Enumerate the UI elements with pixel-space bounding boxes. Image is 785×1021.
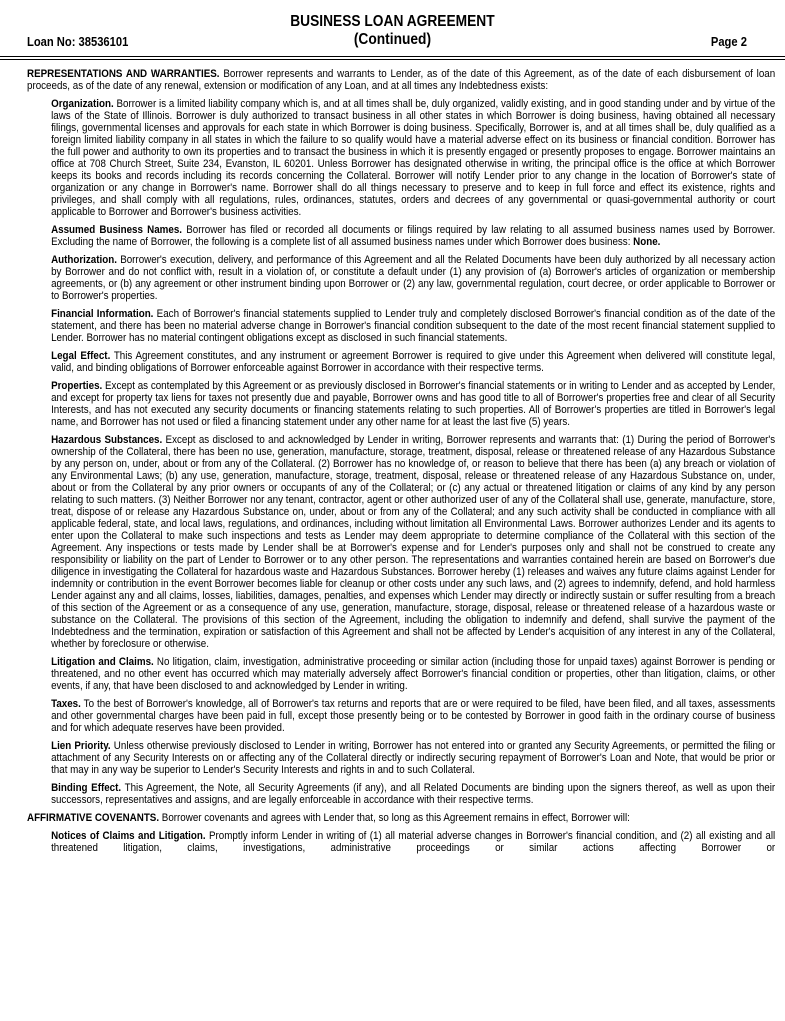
subsection-paragraph [51,350,775,374]
subsection-trailer: None. [633,236,661,248]
subsection-paragraph [51,254,775,302]
section-text: Borrower covenants and agrees with Lender that, so long as this Agreement remains in effect, Borrower will: [161,812,630,824]
subsection-text: To the best of Borrower's knowledge, all of Borrower's tax returns and reports that are or were required to be filed, have been filed, and all taxes, assessments and other governmental charges have been paid in full, except those presently being or to be contested by Borrower in good faith in the ordinary course of business and for which adequate reserves have been provided. [51,698,776,734]
subsection-text: Unless otherwise previously disclosed to Lender in writing, Borrower has not entered into or granted any Security Agreements, or permitted the filing or attachment of any Security Interests on or affecting any of the Collateral directly or indirectly securing repayment of Borrower's Loan and Note, that would be prior or that may in any way be superior to Lender's Security Interests and rights in and to such Collateral. [51,740,776,776]
section-text: Borrower represents and warrants to Lender, as of the date of this Agreement, as of the date of each disbursement of loan proceeds, as of the date of any renewal, extension or modification of any Loan, and at all times any Indebtedness exists: [27,68,776,92]
header-divider [0,56,785,57]
subsection-text: This Agreement constitutes, and any instrument or agreement Borrower is required to give under this Agreement when delivered will constitute legal, valid, and binding obligations of Borrower enforceable against Borrower in accordance with their respective terms. [51,350,776,374]
subsection-heading: Properties. [51,380,103,392]
page-number: Page 2 [710,34,747,49]
subsection-heading: Binding Effect. [51,782,122,794]
subsection-heading: Organization. [51,98,114,110]
subsection-paragraph [51,656,775,692]
subsection-text: Borrower is a limited liability company which is, and at all times shall be, duly organized, validly existing, and in good standing under and by virtue of the laws of the State of Illinois. Borrower is duly authorized to transact business in all other states in which Borrower is doing business, having obtained all necessary filings, governmental licenses and approvals for each state in which Borrower is doing business. Specifically, Borrower is, and at all times shall be, duly qualified as a foreign limited liability company in all states in which the failure to so qualify would have a material adverse effect on its business or financial condition. Borrower has the full power and authority to own its properties and to transact the business in which it is presently engaged or presently proposes to engage. Borrower maintains an office at 708 Church Street, Suite 234, Evanston, IL 60201. Unless Borrower has designated otherwise in writing, the principal office is the office at which Borrower keeps its books and records including its records concerning the Collateral. Borrower will notify Lender prior to any change in the location of Borrower's state of organization or any change in Borrower's name. Borrower shall do all things necessary to preserve and to keep in full force and effect its existence, rights and privileges, and shall comply with all regulations, rules, ordinances, statutes, orders and decrees of any governmental or quasi-governmental authority or court applicable to Borrower and Borrower's business activities. [51,98,776,218]
subsection-heading: Financial Information. [51,308,154,320]
subsection-text: Except as contemplated by this Agreement or as previously disclosed in Borrower's financial statements or in writing to Lender and as accepted by Lender, and except for property tax liens for taxes not presently due and payable, Borrower owns and has good title to all of Borrower's properties free and clear of all Security Interests, and has not executed any security documents or financing statements relating to such properties. All of Borrower's properties are titled in Borrower's legal name, and Borrower has not used or filed a financing statement under any other name for at least the last five (5) years. [51,380,776,428]
section-heading: AFFIRMATIVE COVENANTS. [27,812,160,824]
subsection-heading: Hazardous Substances. [51,434,163,446]
subsection-text: Promptly inform Lender in writing of (1) all material adverse changes in Borrower's financial condition, and (2) all existing and all threatened litigation, claims, investigations, administrative proceedings or similar actions affecting Borrower or [51,830,776,854]
document-subtitle: (Continued) [353,31,432,48]
header-divider [0,59,785,60]
subsection-paragraph [51,224,775,248]
section-heading: REPRESENTATIONS AND WARRANTIES. [27,68,220,80]
document-body [27,68,775,860]
subsection-text: Borrower's execution, delivery, and performance of this Agreement and all the Related Documents have been duly authorized by all necessary action by Borrower and do not conflict with, result in a violation of, or constitute a default under (1) any provision of (a) Borrower's articles of organization or membership agreements, or (b) any agreement or other instrument binding upon Borrower or (2) any law, governmental regulation, court decree, or order applicable to Borrower or to Borrower's properties. [51,254,776,302]
subsection-paragraph [51,308,775,344]
page-header [0,0,785,62]
subsection-heading: Authorization. [51,254,117,266]
subsection-heading: Assumed Business Names. [51,224,183,236]
subsection-paragraph [51,740,775,776]
subsection-text: This Agreement, the Note, all Security Agreements (if any), and all Related Documents are binding upon the signers thereof, as well as upon their successors, representatives and assigns, and are legally enforceable in accordance with their respective terms. [51,782,776,806]
subsection-paragraph [51,380,775,428]
section-paragraph [27,812,775,824]
subsection-paragraph [51,830,775,854]
subsection-paragraph [51,698,775,734]
subsection-heading: Lien Priority. [51,740,111,752]
subsection-text: Borrower has filed or recorded all documents or filings required by law relating to all assumed business names used by Borrower. Excluding the name of Borrower, the following is a complete list of all assumed business names under which Borrower does business: [51,224,776,248]
subsection-text: No litigation, claim, investigation, administrative proceeding or similar action (including those for unpaid taxes) against Borrower is pending or threatened, and no other event has occurred which may materially adversely affect Borrower's financial condition or properties, other than litigation, claims, or other events, if any, that have been disclosed to and acknowledged by Lender in writing. [51,656,776,692]
subsection-paragraph [51,782,775,806]
section-paragraph [27,68,775,92]
subsection-heading: Litigation and Claims. [51,656,154,668]
subsection-paragraph [51,98,775,218]
document-title: BUSINESS LOAN AGREEMENT [290,13,495,30]
subsection-text: Each of Borrower's financial statements supplied to Lender truly and completely disclosed Borrower's financial condition as of the date of the statement, and there has been no material adverse change in Borrower's financial condition subsequent to the date of the most recent financial statement supplied to Lender. Borrower has no material contingent obligations except as disclosed in such financial statements. [51,308,776,344]
loan-number: Loan No: 38536101 [27,34,129,49]
subsection-heading: Notices of Claims and Litigation. [51,830,206,842]
subsection-text: Except as disclosed to and acknowledged by Lender in writing, Borrower represents and warrants that: (1) During the period of Borrower's ownership of the Collateral, there has been no use, generation, manufacture, storage, treatment, disposal, release or threatened release of any Hazardous Substance by any person on, under, about or from any of the Collateral. (2) Borrower has no knowledge of, or reason to believe that there has been (a) any breach or violation of any Environmental Laws; (b) any use, generation, manufacture, storage, treatment, disposal, release or threatened release of any Hazardous Substance on, under, about or from the Collateral by any prior owners or occupants of any of the Collateral; or (c) any actual or threatened litigation or claims of any kind by any person relating to such matters. (3) Neither Borrower nor any tenant, contractor, agent or other authorized user of any of the Collateral shall use, generate, manufacture, store, treat, dispose of or release any Hazardous Substance on, under, about or from any of the Collateral; and any such activity shall be conducted in compliance with all applicable federal, state, and local laws, regulations, and ordinances, including without limitation all Environmental Laws. Borrower authorizes Lender and its agents to enter upon the Collateral to make such inspections and tests as Lender may deem appropriate to determine compliance of the Collateral with this section of the Agreement. Any inspections or tests made by Lender shall be at Borrower's expense and for Lender's purposes only and shall not be construed to create any responsibility or liability on the part of Lender to Borrower or to any other person. The representations and warranties contained herein are based on Borrower's due diligence in investigating the Collateral for hazardous waste and Hazardous Substances. Borrower hereby (1) releases and waives any future claims against Lender for indemnity or contribution in the event Borrower becomes liable for cleanup or other costs under any such laws, and (2) agrees to indemnify, defend, and hold harmless Lender against any and all claims, losses, liabilities, damages, penalties, and expenses which Lender may directly or indirectly sustain or suffer resulting from a breach of this section of the Agreement or as a consequence of any use, generation, manufacture, storage, disposal, release or threatened release of a hazardous waste or substance on the Collateral. The provisions of this section of the Agreement, including the obligation to indemnify and defend, shall survive the payment of the Indebtedness and the termination, expiration or satisfaction of this Agreement and shall not be affected by Lender's acquisition of any interest in any of the Collateral, whether by foreclosure or otherwise. [51,434,776,650]
subsection-paragraph [51,434,775,650]
subsection-heading: Taxes. [51,698,81,710]
subsection-heading: Legal Effect. [51,350,111,362]
